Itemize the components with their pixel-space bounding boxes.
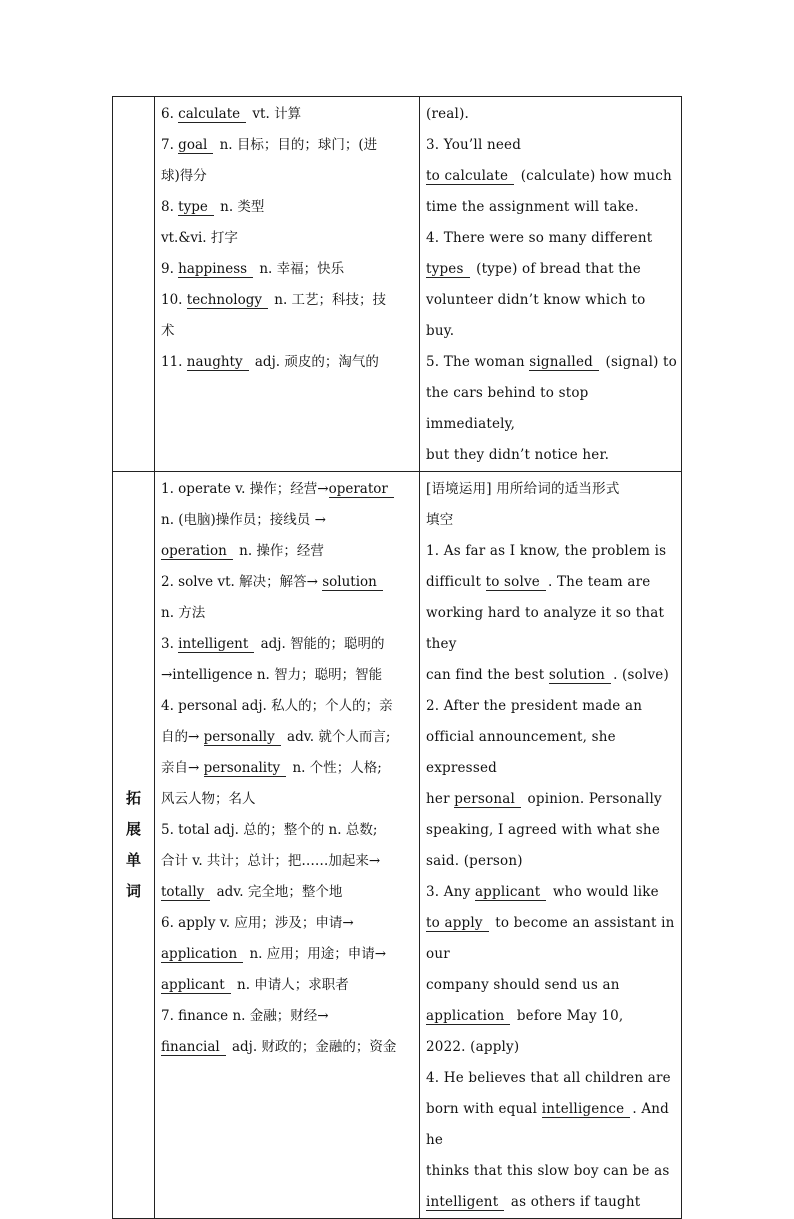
text-line xyxy=(426,99,677,130)
line-text: n. 幸福；快乐 xyxy=(255,261,345,277)
line-text: 2022. (apply) xyxy=(426,1039,520,1055)
text-line xyxy=(426,784,677,815)
line-text: 10. xyxy=(161,292,187,308)
text-line xyxy=(426,1032,677,1063)
text-line xyxy=(161,285,415,316)
text-line xyxy=(161,161,415,192)
line-text: 6. xyxy=(161,106,179,122)
answer-blank: calculate xyxy=(178,107,246,123)
answer-blank: type xyxy=(178,200,214,216)
line-text: 合计 v. 共计；总计；把……加起来→ xyxy=(161,853,381,869)
text-line xyxy=(426,1156,677,1187)
answer-blank: personally xyxy=(204,730,281,746)
line-text: to become an assistant in our xyxy=(426,915,675,962)
line-text: but they didn’t notice her. xyxy=(426,447,610,463)
text-line xyxy=(426,1001,677,1032)
text-line xyxy=(161,536,415,567)
line-text: can find the best xyxy=(426,667,549,683)
text-line xyxy=(426,347,677,378)
line-text: 术 xyxy=(161,323,175,339)
line-text: n. 类型 xyxy=(215,199,265,215)
line-text: difficult xyxy=(426,574,486,590)
text-line xyxy=(161,908,415,939)
answer-blank: application xyxy=(161,947,243,963)
text-line xyxy=(161,629,415,660)
answer-blank: to apply xyxy=(426,916,489,932)
line-text: 4. personal adj. 私人的；个人的；亲 xyxy=(161,698,393,714)
line-text: 风云人物；名人 xyxy=(161,791,256,807)
answer-blank: to solve xyxy=(486,575,546,591)
line-text: volunteer didn’t know which to buy. xyxy=(426,292,646,339)
line-text: adv. 完全地；整个地 xyxy=(212,884,343,900)
line-text: said. (person) xyxy=(426,853,523,869)
text-line xyxy=(426,970,677,1001)
text-line xyxy=(426,474,677,505)
text-line xyxy=(426,192,677,223)
exercise-cell xyxy=(420,472,682,1219)
answer-blank: application xyxy=(426,1009,510,1025)
line-text: (real). xyxy=(426,106,470,122)
line-text: 4. He believes that all children are xyxy=(426,1070,671,1086)
answer-blank: goal xyxy=(178,138,213,154)
text-line xyxy=(426,1187,677,1218)
text-line xyxy=(161,939,415,970)
line-text: 3. You’ll need xyxy=(426,137,522,153)
line-text: 4. There were so many different xyxy=(426,230,653,246)
text-line xyxy=(161,505,415,536)
exercise-list xyxy=(420,97,681,471)
text-line xyxy=(161,1032,415,1063)
text-line xyxy=(426,254,677,285)
answer-blank: applicant xyxy=(161,978,231,994)
text-line xyxy=(426,877,677,908)
line-text: adj. 顽皮的；淘气的 xyxy=(250,354,379,370)
table-row xyxy=(113,472,682,1219)
text-line xyxy=(426,846,677,877)
line-text: 7. xyxy=(161,137,179,153)
line-text: thinks that this slow boy can be as xyxy=(426,1163,670,1179)
line-text: 8. xyxy=(161,199,179,215)
line-text: . (solve) xyxy=(613,667,669,683)
exercise-cell xyxy=(420,97,682,472)
section-label-char: 单 xyxy=(125,851,141,869)
text-line xyxy=(161,130,415,161)
answer-blank: intelligent xyxy=(178,637,254,653)
text-line xyxy=(161,474,415,505)
answer-blank: to calculate xyxy=(426,169,514,185)
answer-blank: naughty xyxy=(187,355,249,371)
line-text: 球)得分 xyxy=(161,168,207,184)
text-line xyxy=(426,161,677,192)
line-text: n. 应用；用途；申请→ xyxy=(245,946,387,962)
line-text: 5. total adj. 总的；整个的 n. 总数; xyxy=(161,822,378,838)
answer-blank: operator xyxy=(329,482,394,498)
line-text: company should send us an xyxy=(426,977,620,993)
text-line xyxy=(161,598,415,629)
text-line xyxy=(161,99,415,130)
line-text: . The team are xyxy=(548,574,651,590)
line-text: n. 申请人；求职者 xyxy=(232,977,349,993)
text-line xyxy=(161,347,415,378)
line-text: 3. Any xyxy=(426,884,475,900)
line-text: 11. xyxy=(161,354,187,370)
text-line xyxy=(426,660,677,691)
text-line xyxy=(426,567,677,598)
line-text: vt.&vi. 打字 xyxy=(161,230,238,246)
answer-blank: solution xyxy=(549,668,611,684)
line-text: the cars behind to stop immediately, xyxy=(426,385,589,432)
line-text: . And he xyxy=(426,1101,670,1148)
text-line xyxy=(161,192,415,223)
line-text: 7. finance n. 金融；财经→ xyxy=(161,1008,329,1024)
line-text: [语境运用] 用所给词的适当形式 xyxy=(426,481,620,497)
label-cell-empty xyxy=(113,97,155,472)
text-line xyxy=(426,691,677,722)
section-label-char: 展 xyxy=(125,820,141,838)
text-line xyxy=(161,223,415,254)
text-line xyxy=(426,908,677,970)
answer-blank: intelligent xyxy=(426,1195,504,1211)
vocabulary-table xyxy=(112,96,682,1219)
answer-blank: financial xyxy=(161,1040,226,1056)
text-line xyxy=(426,1063,677,1094)
line-text: her xyxy=(426,791,455,807)
text-line xyxy=(161,815,415,846)
text-line xyxy=(426,130,677,161)
exercise-list xyxy=(420,472,681,1218)
word-list xyxy=(155,97,419,378)
answer-blank: signalled xyxy=(529,355,599,371)
line-text: →intelligence n. 智力；聪明；智能 xyxy=(161,667,383,683)
text-line xyxy=(161,1001,415,1032)
line-text: (calculate) how much xyxy=(516,168,672,184)
section-label-char: 词 xyxy=(125,882,141,900)
answer-blank: intelligence xyxy=(542,1102,631,1118)
text-line xyxy=(426,378,677,440)
answer-blank: happiness xyxy=(178,262,253,278)
line-text: before May 10, xyxy=(512,1008,624,1024)
answer-blank: totally xyxy=(161,885,210,901)
text-line xyxy=(161,722,415,753)
line-text: 1. operate v. 操作；经营→ xyxy=(161,481,329,497)
answer-blank: applicant xyxy=(475,885,547,901)
line-text: 5. The woman xyxy=(426,354,530,370)
text-line xyxy=(426,722,677,784)
line-text: 3. xyxy=(161,636,179,652)
line-text: time the assignment will take. xyxy=(426,199,639,215)
text-line xyxy=(426,536,677,567)
word-list-cell xyxy=(155,472,420,1219)
table-row xyxy=(113,97,682,472)
line-text: 填空 xyxy=(426,512,454,528)
text-line xyxy=(161,660,415,691)
line-text: adv. 就个人而言; xyxy=(282,729,391,745)
line-text: opinion. Personally xyxy=(523,791,662,807)
line-text: who would like xyxy=(548,884,659,900)
line-text: as others if taught xyxy=(506,1194,641,1210)
text-line xyxy=(161,784,415,815)
text-line xyxy=(161,753,415,784)
line-text: n. (电脑)操作员；接线员 → xyxy=(161,512,326,528)
text-line xyxy=(161,970,415,1001)
answer-blank: personal xyxy=(454,792,521,808)
text-line xyxy=(426,598,677,660)
line-text: (signal) to xyxy=(600,354,678,370)
line-text: working hard to analyze it so that they xyxy=(426,605,665,652)
line-text: n. 方法 xyxy=(161,605,206,621)
text-line xyxy=(426,1094,677,1156)
answer-blank: technology xyxy=(187,293,268,309)
line-text: 亲自→ xyxy=(161,760,204,776)
line-text: (type) of bread that the xyxy=(471,261,641,277)
line-text: n. 个性；人格; xyxy=(288,760,382,776)
line-text: n. 目标；目的；球门；(进 xyxy=(215,137,378,153)
line-text: 2. solve vt. 解决；解答→ xyxy=(161,574,323,590)
line-text: adj. 财政的；金融的；资金 xyxy=(227,1039,397,1055)
text-line xyxy=(426,505,677,536)
line-text: 6. apply v. 应用；涉及；申请→ xyxy=(161,915,354,931)
line-text: speaking, I agreed with what she xyxy=(426,822,661,838)
line-text: vt. 计算 xyxy=(248,106,302,122)
section-label-char: 拓 xyxy=(125,789,141,807)
line-text: n. 工艺；科技；技 xyxy=(269,292,387,308)
line-text: born with equal xyxy=(426,1101,542,1117)
text-line xyxy=(161,254,415,285)
line-text: 2. After the president made an xyxy=(426,698,643,714)
text-line xyxy=(161,567,415,598)
text-line xyxy=(426,815,677,846)
text-line xyxy=(161,846,415,877)
answer-blank: operation xyxy=(161,544,233,560)
text-line xyxy=(161,691,415,722)
section-label-cell xyxy=(113,472,155,1219)
line-text: 9. xyxy=(161,261,179,277)
word-list-cell xyxy=(155,97,420,472)
text-line xyxy=(426,440,677,471)
answer-blank: types xyxy=(426,262,470,278)
line-text: adj. 智能的；聪明的 xyxy=(256,636,385,652)
line-text: 1. As far as I know, the problem is xyxy=(426,543,667,559)
line-text: 自的→ xyxy=(161,729,204,745)
text-line xyxy=(426,223,677,254)
answer-blank: personality xyxy=(204,761,287,777)
text-line xyxy=(161,316,415,347)
answer-blank: solution xyxy=(322,575,383,591)
line-text: n. 操作；经营 xyxy=(234,543,324,559)
text-line xyxy=(426,285,677,347)
text-line xyxy=(161,877,415,908)
line-text: official announcement, she expressed xyxy=(426,729,616,776)
word-list xyxy=(155,472,419,1063)
